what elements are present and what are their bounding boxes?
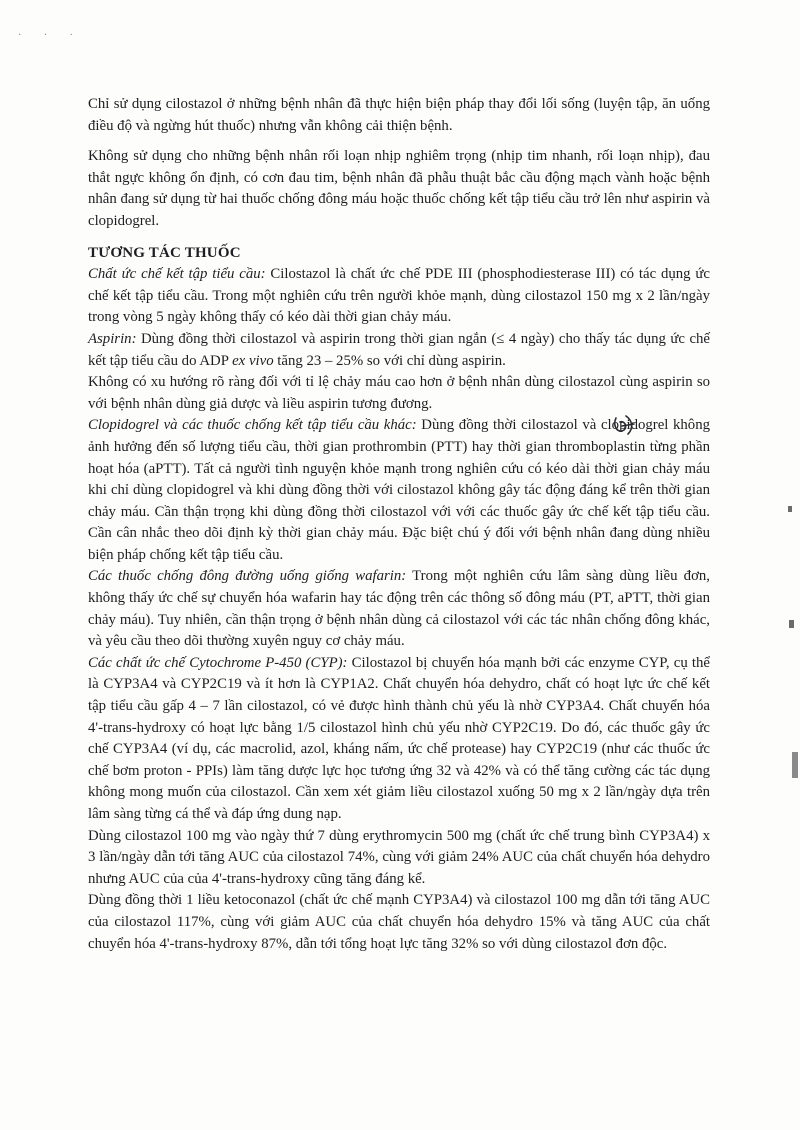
subsection-title: Clopidogrel và các thuốc chống kết tập tiểu cầu khác: [88, 417, 417, 434]
scan-edge-mark [788, 506, 792, 512]
document-body [88, 94, 710, 955]
paragraph-antiplatelet [88, 264, 710, 329]
subsection-title: Các thuốc chống đông đường uống giống wafarin: [88, 568, 407, 585]
paragraph-erythromycin: Dùng cilostazol 100 mg vào ngày thứ 7 dùng erythromycin 500 mg (chất ức chế trung bình CYP3A4) x 3 lần/ngày dẫn tới tăng AUC của cilostazol 74%, cùng với giảm 24% AUC của chất chuyển hóa dehydro nhưng AUC của của 4'-trans-hydroxy cũng tăng đáng kể. [88, 827, 710, 887]
subsection-title: Các chất ức chế Cytochrome P-450 (CYP): [88, 654, 348, 671]
subsection-text: tăng 23 – 25% so với chỉ dùng aspirin. [273, 352, 506, 369]
subsection-text-italic: ex vivo [232, 352, 274, 369]
section-heading-interactions: TƯƠNG TÁC THUỐC [88, 244, 241, 261]
paragraph-ketoconazole: Dùng đồng thời 1 liều ketoconazol (chất ức chế mạnh CYP3A4) và cilostazol 100 mg dẫn tới tăng AUC của cilostazol 117%, cùng với giảm AUC của chất chuyển hóa dehydro 15% và tăng AUC của chất chuyển hóa 4'-trans-hydroxy 87%, dẫn tới tổng hoạt lực tăng 32% so với dùng cilostazol đơn độc. [88, 892, 710, 952]
paragraph-cyp450 [88, 653, 710, 826]
subsection-title: Chất ức chế kết tập tiểu cầu: [88, 266, 266, 283]
paragraph-aspirin [88, 329, 710, 372]
subsection-text: Dùng đồng thời cilostazol và clopidogrel không ảnh hưởng đến số lượng tiểu cầu, thời gian prothrombin (PTT) hay thời gian thromboplastin từng phần hoạt hóa (aPTT). Tất cả người tình nguyện khỏe mạnh trong nghiên cứu có kéo dài thời gian chảy máu khi chỉ dùng clopidogrel và khi dùng đồng thời với cilostazol không gây tác động đáng kể trên thời gian chảy máu. Cần thận trọng khi dùng đồng thời cilostazol với với các thuốc gây ức chế kết tập tiểu cầu. Cần cân nhắc theo dõi định kỳ thời gian chảy máu. Đặc biệt chú ý đối với bệnh nhân đang dùng nhiều biện pháp chống kết tập tiểu cầu. [88, 417, 710, 563]
scan-corner-mark: · · · [18, 30, 83, 41]
subsection-text: Dùng đồng thời cilostazol và aspirin trong thời gian ngắn (≤ 4 ngày) cho thấy tác dụng ức chế kết tập tiểu cầu do ADP [88, 330, 710, 369]
subsection-text: Trong một nghiên cứu lâm sàng dùng liều đơn, không thấy ức chế sự chuyển hóa wafarin hay tác động trên các thông số đông máu (PT, aPTT, thời gian chảy máu). Tuy nhiên, cần thận trọng ở bệnh nhân dùng cả cilostazol với các tác nhân chống đông khác, và yêu cầu theo dõi thường xuyên nguy cơ chảy máu. [88, 568, 711, 650]
subsection-text: Cilostazol bị chuyển hóa mạnh bởi các enzyme CYP, cụ thể là CYP3A4 và CYP2C19 và ít hơn là CYP1A2. Chất chuyển hóa dehydro, chất có hoạt lực ức chế kết tập tiểu cầu gấp 4 – 7 lần cilostazol, có vẻ được hình thành chủ yếu là nhờ CYP3A4. Chất chuyển hóa 4'-trans-hydroxy có hoạt lực bằng 1/5 cilostazol hình chủ yếu nhờ CYP2C19. Do đó, các thuốc gây ức chế CYP3A4 (ví dụ, các macrolid, azol, kháng nấm, ức chế protease) hay CYP2C19 (như các thuốc ức chế bơm proton - PPIs) làm tăng dược lực học tương ứng 32 và 42% và có thể tăng cường các tác dụng không mong muốn của cilostazol. Cần xem xét giảm liều cilostazol xuống 50 mg x 2 lần/ngày dựa trên lâm sàng từng cá thể và đáp ứng dung nạp. [88, 654, 710, 822]
subsection-text: Cilostazol là chất ức chế PDE III (phosphodiesterase III) có tác dụng ức chế kết tập tiểu cầu. Trong một nghiên cứu trên người khỏe mạnh, dùng cilostazol 150 mg x 2 lần/ngày trong vòng 5 ngày không thấy có kéo dài thời gian chảy máu. [88, 266, 710, 326]
paragraph-usage-condition: Chỉ sử dụng cilostazol ở những bệnh nhân đã thực hiện biện pháp thay đổi lối sống (luyện tập, ăn uống điều độ và ngừng hút thuốc) nhưng vẫn không cải thiện bệnh. [88, 96, 710, 134]
paragraph-warfarin [88, 566, 710, 652]
paragraph-contraindications: Không sử dụng cho những bệnh nhân rối loạn nhịp nghiêm trọng (nhịp tim nhanh, rối loạn nhịp), đau thắt ngực không ổn định, có cơn đau tim, bệnh nhân đã phẫu thuật bắc cầu động mạch vành hoặc bệnh nhân đang sử dụng từ hai thuốc chống đông máu hoặc thuốc chống kết tập tiểu cầu trở lên như aspirin và clopidogrel. [88, 148, 710, 229]
subsection-title: Aspirin: [88, 330, 137, 347]
handwritten-initials-mark [610, 412, 638, 438]
scan-edge-mark [792, 752, 798, 778]
paragraph-aspirin-bleeding: Không có xu hướng rõ ràng đối với tỉ lệ chảy máu cao hơn ở bệnh nhân dùng cilostazol cùng aspirin so với bệnh nhân dùng giả dược và liều aspirin tương đương. [88, 374, 710, 412]
scan-edge-mark [789, 620, 794, 628]
